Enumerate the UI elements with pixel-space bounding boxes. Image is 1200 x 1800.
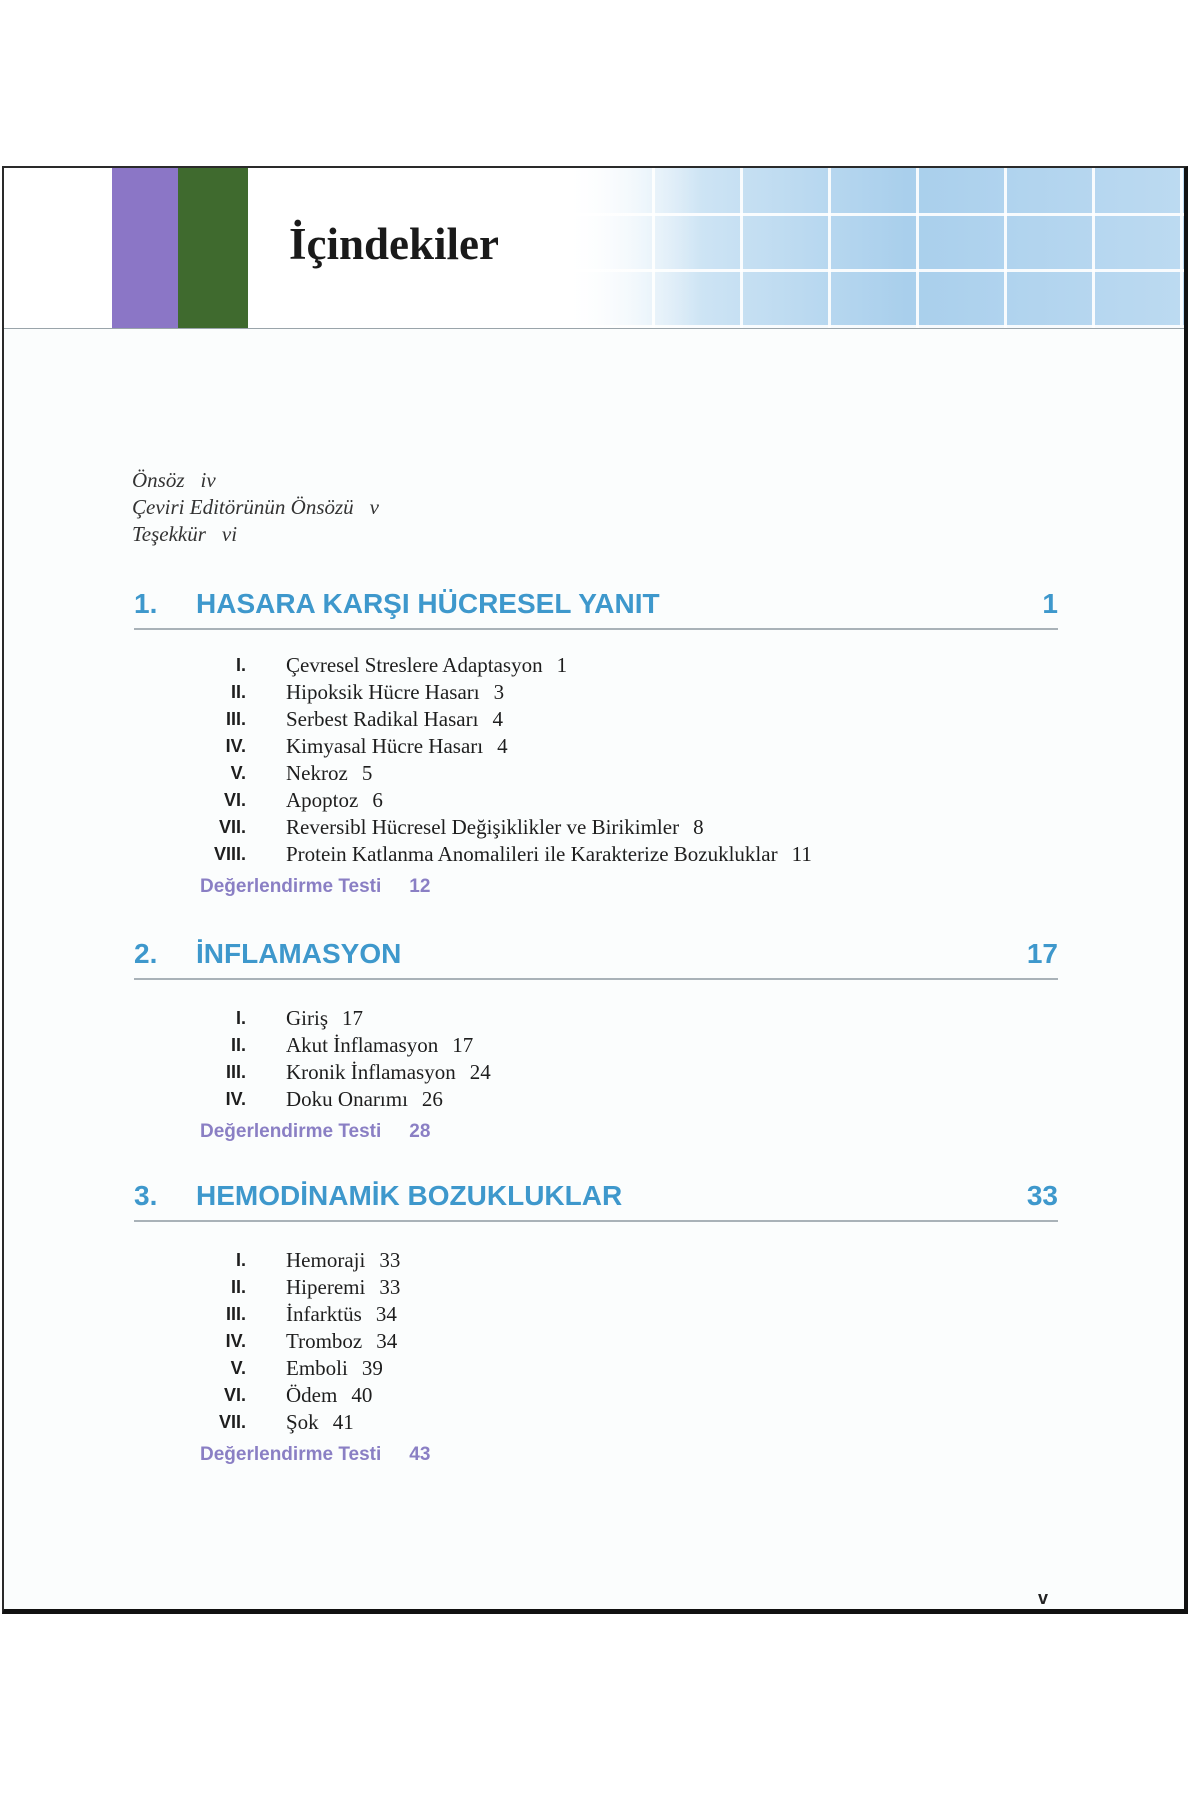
chapter-heading[interactable]	[134, 1180, 1058, 1222]
section-page: 41	[332, 1410, 354, 1434]
section-page: 33	[379, 1275, 401, 1299]
section-roman: III.	[225, 1304, 246, 1324]
chapter-page: 1	[1042, 588, 1058, 619]
section-page: 3	[493, 680, 505, 704]
section-roman: V.	[230, 763, 246, 783]
section-title: Hiperemi	[286, 1275, 366, 1299]
chapter-page: 17	[1026, 938, 1058, 969]
front-matter-page: iv	[200, 468, 216, 492]
section-roman: I.	[235, 1008, 246, 1028]
front-matter-item[interactable]	[132, 522, 237, 547]
section-page: 5	[361, 761, 373, 785]
section-roman: III.	[225, 1062, 246, 1082]
section-title: Protein Katlanma Anomalileri ile Karakterize Bozukluklar	[286, 842, 778, 866]
section-page: 4	[492, 707, 503, 731]
section-title: Kimyasal Hücre Hasarı	[286, 734, 484, 758]
section-roman: V.	[230, 1358, 246, 1378]
section-roman: IV.	[225, 1089, 246, 1109]
front-matter-item[interactable]	[132, 468, 216, 493]
test-label: Değerlendirme Testi	[200, 1121, 382, 1142]
section-title: Tromboz	[286, 1329, 363, 1353]
section-page: 17	[342, 1006, 363, 1030]
section-title: Giriş	[286, 1006, 328, 1030]
section-page: 11	[791, 842, 812, 866]
evaluation-test-link[interactable]	[200, 876, 430, 898]
section-roman: VII.	[218, 817, 246, 837]
section-roman: III.	[225, 709, 246, 729]
section-roman: VII.	[218, 1412, 246, 1432]
section-title: Nekroz	[286, 761, 348, 785]
page-number: v	[1038, 1588, 1049, 1608]
section-title: İnfarktüs	[286, 1302, 362, 1326]
section-page: 40	[351, 1383, 373, 1407]
test-page: 28	[409, 1121, 431, 1142]
section-title: Kronik İnflamasyon	[286, 1060, 456, 1084]
evaluation-test-link[interactable]	[200, 1121, 430, 1143]
header-banner	[4, 168, 1184, 329]
section-title: Apoptoz	[286, 788, 359, 812]
chapter-number: 3.	[134, 1180, 158, 1211]
section-page: 17	[452, 1033, 474, 1057]
section-title: Doku Onarımı	[286, 1087, 408, 1111]
section-roman: VI.	[223, 1385, 246, 1405]
section-roman: II.	[230, 1035, 246, 1055]
section-page: 26	[421, 1087, 443, 1111]
section-page: 6	[372, 788, 383, 812]
section-page: 33	[379, 1248, 401, 1272]
section-page: 34	[375, 1302, 397, 1326]
test-label: Değerlendirme Testi	[200, 876, 382, 897]
chapter-heading[interactable]	[134, 938, 1058, 980]
section-title: Emboli	[286, 1356, 348, 1380]
purple-decorative-bar	[112, 168, 178, 328]
section-page: 39	[361, 1356, 383, 1380]
section-roman: VIII.	[213, 844, 246, 864]
section-page: 8	[693, 815, 704, 839]
chapter-title: İNFLAMASYON	[196, 938, 402, 969]
front-matter-title: Çeviri Editörünün Önsözü	[132, 495, 354, 519]
section-roman: VI.	[223, 790, 246, 810]
test-page: 43	[409, 1444, 431, 1465]
front-matter-title: Önsöz	[132, 468, 185, 492]
test-label: Değerlendirme Testi	[200, 1444, 382, 1465]
section-roman: I.	[235, 1250, 246, 1270]
grid-fade	[564, 168, 704, 328]
section-title: Akut İnflamasyon	[286, 1033, 439, 1057]
section-title: Ödem	[286, 1383, 338, 1407]
test-page: 12	[409, 876, 431, 897]
front-matter-title: Teşekkür	[132, 522, 206, 546]
green-decorative-bar	[178, 168, 248, 328]
section-page: 1	[556, 653, 568, 677]
page-title: İçindekiler	[289, 219, 499, 269]
section-roman: IV.	[225, 1331, 246, 1351]
section-roman: II.	[230, 1277, 246, 1297]
evaluation-test-link[interactable]	[200, 1444, 430, 1466]
section-page: 4	[497, 734, 508, 758]
section-roman: IV.	[225, 736, 246, 756]
front-matter-page: v	[369, 495, 379, 519]
chapter-number: 1.	[134, 588, 158, 619]
section-title: Hipoksik Hücre Hasarı	[286, 680, 480, 704]
section-title: Hemoraji	[286, 1248, 366, 1272]
section-title: Şok	[286, 1410, 319, 1434]
section-title: Serbest Radikal Hasarı	[286, 707, 479, 731]
front-matter-item[interactable]	[132, 495, 379, 520]
chapter-number: 2.	[134, 938, 158, 969]
section-title: Reversibl Hücresel Değişiklikler ve Birikimler	[286, 815, 680, 839]
document-page	[2, 166, 1188, 1614]
section-roman: II.	[230, 682, 246, 702]
chapter-title: HASARA KARŞI HÜCRESEL YANIT	[196, 588, 660, 619]
section-title: Çevresel Streslere Adaptasyon	[286, 653, 543, 677]
chapter-page: 33	[1026, 1180, 1058, 1211]
section-page: 34	[376, 1329, 398, 1353]
chapter-title: HEMODİNAMİK BOZUKLUKLAR	[196, 1180, 623, 1211]
section-roman: I.	[235, 655, 246, 675]
section-page: 24	[469, 1060, 491, 1084]
front-matter-page: vi	[221, 522, 238, 546]
chapter-heading[interactable]	[134, 588, 1058, 630]
